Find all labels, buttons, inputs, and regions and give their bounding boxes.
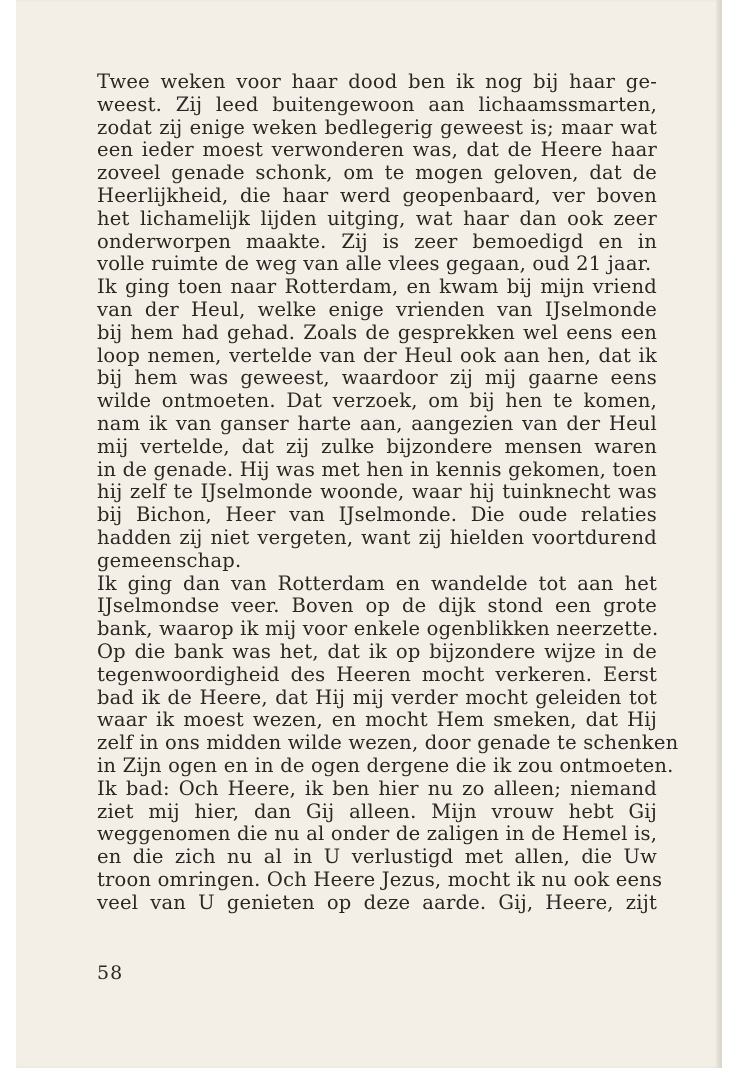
text-line: tegenwoordigheid des Heeren mocht verkeren. Eerst — [97, 662, 657, 686]
text-line: mij vertelde, dat zij zulke bijzondere mensen waren — [97, 434, 657, 458]
text-line: loop nemen, vertelde van der Heul ook aan hen, dat ik — [97, 343, 657, 367]
text-line: en die zich nu al in U verlustigd met allen, die Uw — [97, 845, 657, 869]
text-line: een ieder moest verwonderen was, dat de Heere haar — [97, 138, 657, 162]
text-line: veel van U genieten op deze aarde. Gij, Heere, zijt — [97, 890, 657, 914]
text-line: Ik ging toen naar Rotterdam, en kwam bij mijn vriend — [97, 275, 657, 299]
text-line: Heerlijkheid, die haar werd geopenbaard, ver boven — [97, 183, 657, 207]
text-line: ziet mij hier, dan Gij alleen. Mijn vrouw hebt Gij — [97, 799, 657, 823]
text-line: weggenomen die nu al onder de zaligen in de Hemel is, — [97, 822, 658, 846]
text-line: Ik ging dan van Rotterdam en wandelde tot aan het — [97, 571, 657, 595]
text-line: hij zelf te IJselmonde woonde, waar hij tuinknecht was — [97, 480, 657, 504]
text-line: weest. Zij leed buitengewoon aan lichaamssmarten, — [97, 92, 657, 116]
text-line: Op die bank was het, dat ik op bijzondere wijze in de — [97, 639, 657, 663]
text-line: IJselmondse veer. Boven op de dijk stond een grote — [97, 594, 657, 618]
text-line: zoveel genade schonk, om te mogen geloven, dat de — [97, 161, 657, 185]
page-number: 58 — [97, 962, 124, 984]
text-line: in de genade. Hij was met hen in kennis gekomen, toen — [97, 457, 657, 481]
book-page — [16, 0, 722, 1068]
text-line: wilde ontmoeten. Dat verzoek, om bij hen te komen, — [97, 389, 657, 413]
text-line: bad ik de Heere, dat Hij mij verder mocht geleiden tot — [97, 685, 657, 709]
text-line: gemeenschap. — [97, 548, 242, 572]
text-line: bij Bichon, Heer van IJselmonde. Die oude relaties — [97, 503, 657, 527]
body-text — [97, 70, 679, 914]
text-line: Twee weken voor haar dood ben ik nog bij haar ge- — [97, 70, 657, 93]
text-line: bij hem was geweest, waardoor zij mij gaarne eens — [97, 366, 657, 390]
text-line: troon omringen. Och Heere Jezus, mocht ik nu ook eens — [97, 867, 663, 891]
text-line: van der Heul, welke enige vrienden van IJselmonde — [97, 297, 657, 321]
text-line: waar ik moest wezen, en mocht Hem smeken, dat Hij — [97, 708, 657, 732]
text-line: zodat zij enige weken bedlegerig geweest is; maar wat — [97, 115, 657, 139]
text-line: het lichamelijk lijden uitging, wat haar dan ook zeer — [97, 206, 657, 230]
text-line: onderworpen maakte. Zij is zeer bemoedigd en in — [97, 229, 657, 253]
text-line: in Zijn ogen en in de ogen dergene die ik zou ontmoeten. — [97, 753, 674, 777]
text-line: Ik bad: Och Heere, ik ben hier nu zo alleen; niemand — [97, 776, 657, 800]
text-line: hadden zij niet vergeten, want zij hielden voortdurend — [97, 525, 657, 549]
text-line: nam ik van ganser harte aan, aangezien van der Heul — [97, 411, 657, 435]
text-line: zelf in ons midden wilde wezen, door genade te schenken — [97, 731, 679, 755]
text-line: bank, waarop ik mij voor enkele ogenblikken neerzette. — [97, 617, 659, 641]
text-line: bij hem had gehad. Zoals de gesprekken wel eens een — [97, 320, 657, 344]
page-edge — [716, 0, 722, 1068]
text-line: volle ruimte de weg van alle vlees gegaan, oud 21 jaar. — [97, 252, 652, 276]
